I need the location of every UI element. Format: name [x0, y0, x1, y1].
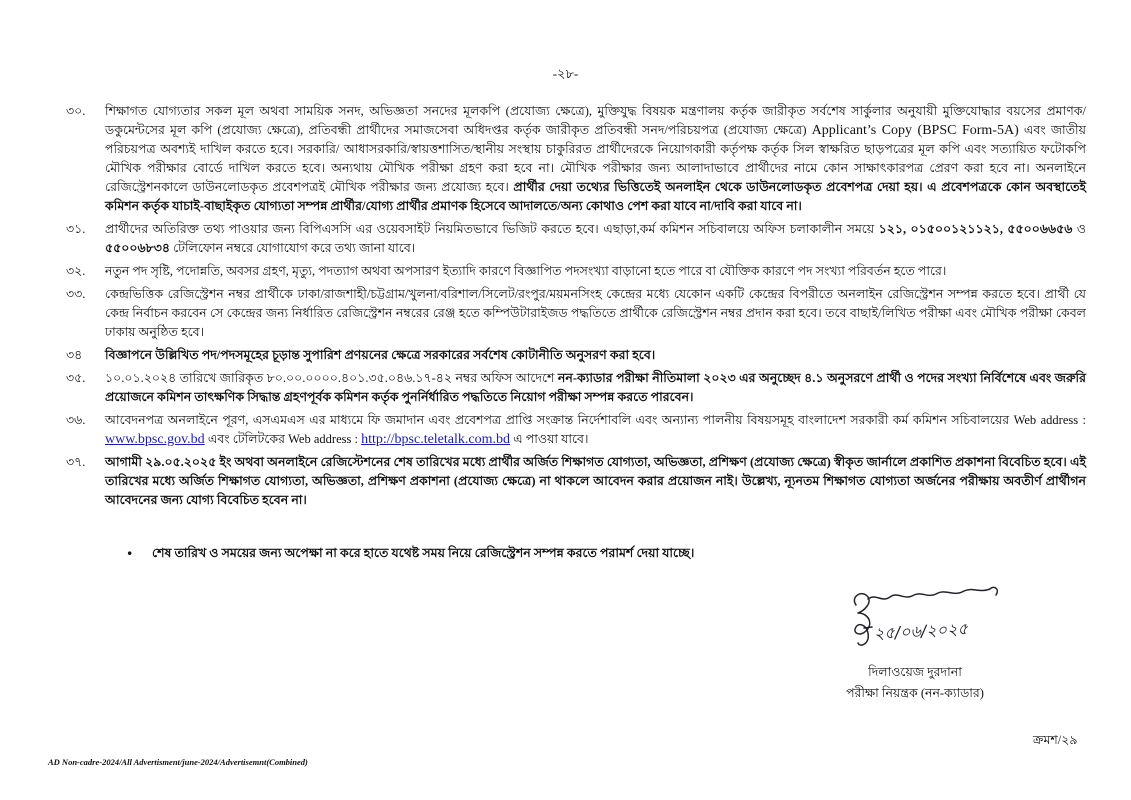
- item-number: ৩৭.: [66, 455, 86, 469]
- item-text: [105, 285, 1086, 342]
- item-text: [105, 346, 1086, 365]
- handwritten-signature: [842, 583, 1017, 653]
- item-number: ৩৫.: [66, 371, 86, 385]
- item-text-segment: এবং টেলিটকের Web address :: [204, 432, 362, 446]
- signature-stroke: [868, 587, 997, 599]
- item-text: [105, 453, 1086, 510]
- item-text: [105, 220, 1086, 258]
- item-text-segment: এবং জাতীয় পরিচয়পত্র অবশ্যই দাখিল করতে হবে। সরকারি/ আধাসরকারি/স্বায়ত্তশাসিত/স্থানীয় সংস্থায় চাকুরিরত প্রার্থীদেরকে নিয়োগকারী কর্তৃপক্ষ কর্তৃক সিল স্বাক্ষরিত ছাড়পত্রের মূল কপি এবং সত্যায়িত ফটোকপি মৌখিক পরীক্ষার বোর্ডে দাখিল করতে হবে। অন্যথায় মৌখিক পরীক্ষা গ্রহণ করা হবে না। মৌখিক পরীক্ষার জন্য আলাদাভাবে প্রার্থীদের নামে কোন সাক্ষাৎকারপত্র প্রেরণ করা হবে না। অনলাইনে রেজিস্ট্রেশনকালে ডাউনলোডকৃত প্রবেশপত্রই মৌখিক পরীক্ষার জন্য প্রযোজ্য হবে।: [105, 123, 1086, 194]
- item-number: ৩১.: [66, 222, 86, 236]
- signature-stroke: [864, 627, 872, 628]
- item-37: [66, 453, 1086, 510]
- item-text-segment: এ পাওয়া যাবে।: [510, 432, 589, 446]
- item-text-segment: প্রার্থীদের অতিরিক্ত তথ্য পাওয়ার জন্য বিপিএসসি এর ওয়েবসাইট নিয়মিতভাবে ভিজিট করতে হবে। এছাড়া,কর্ম কমিশন সচিবালয়ে অফিস চলাকালীন সময়ে: [105, 222, 879, 236]
- phone-numbers: ১২১, ০১৫০০১২১১২১, ৫৫০০৬৬৫৬: [878, 222, 1073, 236]
- item-text-segment: ও: [1072, 222, 1086, 236]
- signatory-title: পরীক্ষা নিয়ন্ত্রক (নন-ক্যাডার): [846, 686, 984, 700]
- form-name-text: Applicant’s Copy (BPSC Form-5A): [811, 123, 1019, 138]
- item-text-segment: নতুন পদ সৃষ্টি, পদোন্নতি, অবসর গ্রহণ, মৃত্যু, পদত্যাগ অথবা অপসারণ ইত্যাদি কারণে বিজ্ঞাপিত পদসংখ্যা বাড়ানো হতে পারে বা যৌক্তিক কারণে পদ সংখ্যা পরিবর্তন হতে পারে।: [105, 264, 947, 278]
- phone-number: ৫৫০০৬৮৩৪: [105, 241, 170, 255]
- bpsc-website-link[interactable]: www.bpsc.gov.bd: [105, 432, 205, 447]
- registration-advice-note: [126, 544, 1086, 563]
- signatory-block: [830, 662, 1000, 704]
- item-number: ৩৬.: [66, 413, 86, 427]
- item-bold-text: নন-ক্যাডার পরীক্ষা নীতিমালা ২০২৩ এর অনুচ্ছেদ ৪.১ অনুসরণে প্রার্থী ও পদের সংখ্যা নির্বিশেষে এবং জরুরি প্রয়োজনে কমিশন তাৎক্ষণিক সিদ্ধান্ত গ্রহণপূর্বক কমিশন কর্তৃক পুনর্নির্ধারিত পদ্ধতিতে নিয়োগ পরীক্ষা সম্পন্ন করতে পারবেন।: [105, 371, 1086, 404]
- item-text-segment: কেন্দ্রভিত্তিক রেজিস্ট্রেশন নম্বর প্রার্থীকে ঢাকা/রাজশাহী/চট্টগ্রাম/খুলনা/বরিশাল/সিলেট/রংপুর/ময়মনসিংহ কেন্দ্রের মধ্যে যেকোন একটি কেন্দ্রের বিপরীতে অনলাইন রেজিস্ট্রেশন সম্পন্ন করতে হবে। প্রার্থী যে কেন্দ্র নির্বাচন করবেন সে কেন্দ্রের জন্য নির্ধারিত রেজিস্ট্রেশন নম্বরের রেঞ্জ হতে কম্পিউটারাইজড পদ্ধতিতে প্রার্থীকে রেজিস্ট্রেশন নম্বর প্রদান করা হবে। তবে বাছাই/লিখিত পরীক্ষা এবং মৌখিক পরীক্ষা কেবল ঢাকায় অনুষ্ঠিত হবে।: [105, 287, 1086, 339]
- item-text: [105, 102, 1086, 216]
- item-text-segment: আবেদনপত্র অনলাইনে পূরণ, এসএমএস এর মাধ্যমে ফি জমাদান এবং প্রবেশপত্র প্রাপ্তি সংক্রান্ত নির্দেশাবলি এবং অন্যান্য পালনীয় বিষয়সমূহ বাংলাদেশ সরকারী কর্ম কমিশন সচিবালয়ের Web address :: [105, 413, 1086, 427]
- item-number: ৩৩.: [66, 287, 86, 301]
- item-text-segment: টেলিফোন নম্বরে যোগাযোগ করে তথ্য জানা যাবে।: [169, 241, 416, 255]
- item-bold-text: প্রার্থীর দেয়া তথ্যের ভিত্তিতেই অনলাইন থেকে ডাউনলোডকৃত প্রবেশপত্র দেয়া হয়। এ প্রবেশপত্রকে কোন অবস্থাতেই কমিশন কর্তৃক যাচাই-বাছাইকৃত যোগ্যতা সম্পন্ন প্রার্থীর/যোগ্য প্রার্থীর প্রমাণক হিসেবে আদালতে/অন্য কোথাও পেশ করা যাবে না/দাবি করা যাবে না।: [105, 180, 1086, 213]
- item-number: ৩২.: [66, 264, 86, 278]
- item-33: [66, 285, 1086, 342]
- document-footer-path: AD Non-cadre-2024/All Advertisment/june-2024/Advertisemnt(Combined): [48, 757, 308, 767]
- item-text: [105, 262, 1086, 281]
- page-number: -২৮-: [552, 66, 579, 81]
- signature-date: ২৫/০৬/২০২৫: [873, 619, 969, 644]
- item-36: [66, 411, 1086, 449]
- item-32: [66, 262, 1086, 281]
- item-30: [66, 102, 1086, 216]
- signatory-name: দিলাওয়েজ দুরদানা: [868, 665, 962, 679]
- item-34: [66, 346, 1086, 365]
- item-bold-text: আগামী ২৯.০৫.২০২৫ ইং অথবা অনলাইনে রেজিস্টেশনের শেষ তারিখের মধ্যে প্রার্থীর অর্জিত শিক্ষাগত যোগ্যতা, অভিজ্ঞতা, প্রশিক্ষণ (প্রযোজ্য ক্ষেত্রে) স্বীকৃত জার্নালে প্রকাশিত প্রকাশনা বিবেচিত হবে। এই তারিখের মধ্যে অর্জিত শিক্ষাগত যোগ্যতা, অভিজ্ঞতা, প্রশিক্ষণ প্রকাশনা (প্রযোজ্য ক্ষেত্রে) না থাকলে আবেদন করার প্রয়োজন নাই। উল্লেখ্য, ন্যূনতম শিক্ষাগত যোগ্যতা অর্জনের পরীক্ষায় অবতীর্ণ প্রার্থীগন আবেদনের জন্য যোগ্য বিবেচিত হবেন না।: [105, 455, 1086, 507]
- item-31: [66, 220, 1086, 258]
- item-number: ৩০.: [66, 104, 86, 118]
- item-bold-text: বিজ্ঞাপনে উল্লিখিত পদ/পদসমূহের চূড়ান্ত সুপারিশ প্রণয়নের ক্ষেত্রে সরকারের সর্বশেষ কোটানীতি অনুসরণ করা হবে।: [105, 348, 656, 362]
- bullet-icon: •: [126, 546, 134, 561]
- continued-page-marker: ক্রমশ/২৯: [1033, 733, 1078, 747]
- item-text-segment: শিক্ষাগত যোগ্যতার সকল মূল অথবা সাময়িক সনদ, অভিজ্ঞতা সনদের মূলকপি (প্রযোজ্য ক্ষেত্রে), মুক্তিযুদ্ধ বিষয়ক মন্ত্রণালয় কর্তৃক জারীকৃত সর্বশেষ সার্কুলার অনুযায়ী মুক্তিযোদ্ধার বয়সের প্রমাণক/ ডকুমেন্টসের মূল কপি (প্রযোজ্য ক্ষেত্রে), প্রতিবন্ধী প্রার্থীদের সমাজসেবা অধিদপ্তর কর্তৃক জারীকৃত প্রতিবন্ধী সনদ/পরিচয়পত্র (প্রযোজ্য ক্ষেত্রে): [105, 104, 1086, 137]
- item-text: [105, 369, 1086, 407]
- item-text: [105, 411, 1086, 449]
- item-text-segment: ১০.০১.২০২৪ তারিখে জারিকৃত ৮০.০০.০০০০.৪০১.৩৫.০৪৬.১৭-৪২ নম্বর অফিস আদেশে: [105, 371, 558, 385]
- note-text: শেষ তারিখ ও সময়ের জন্য অপেক্ষা না করে হাতে যথেষ্ট সময় নিয়ে রেজিস্ট্রেশন সম্পন্ন করতে পরামর্শ দেয়া যাচ্ছে।: [152, 546, 695, 560]
- teletalk-website-link[interactable]: http://bpsc.teletalk.com.bd: [361, 432, 510, 447]
- instructions-list: [66, 102, 1086, 563]
- item-number: ৩৪: [66, 348, 83, 362]
- item-35: [66, 369, 1086, 407]
- signature-stroke: [854, 594, 869, 645]
